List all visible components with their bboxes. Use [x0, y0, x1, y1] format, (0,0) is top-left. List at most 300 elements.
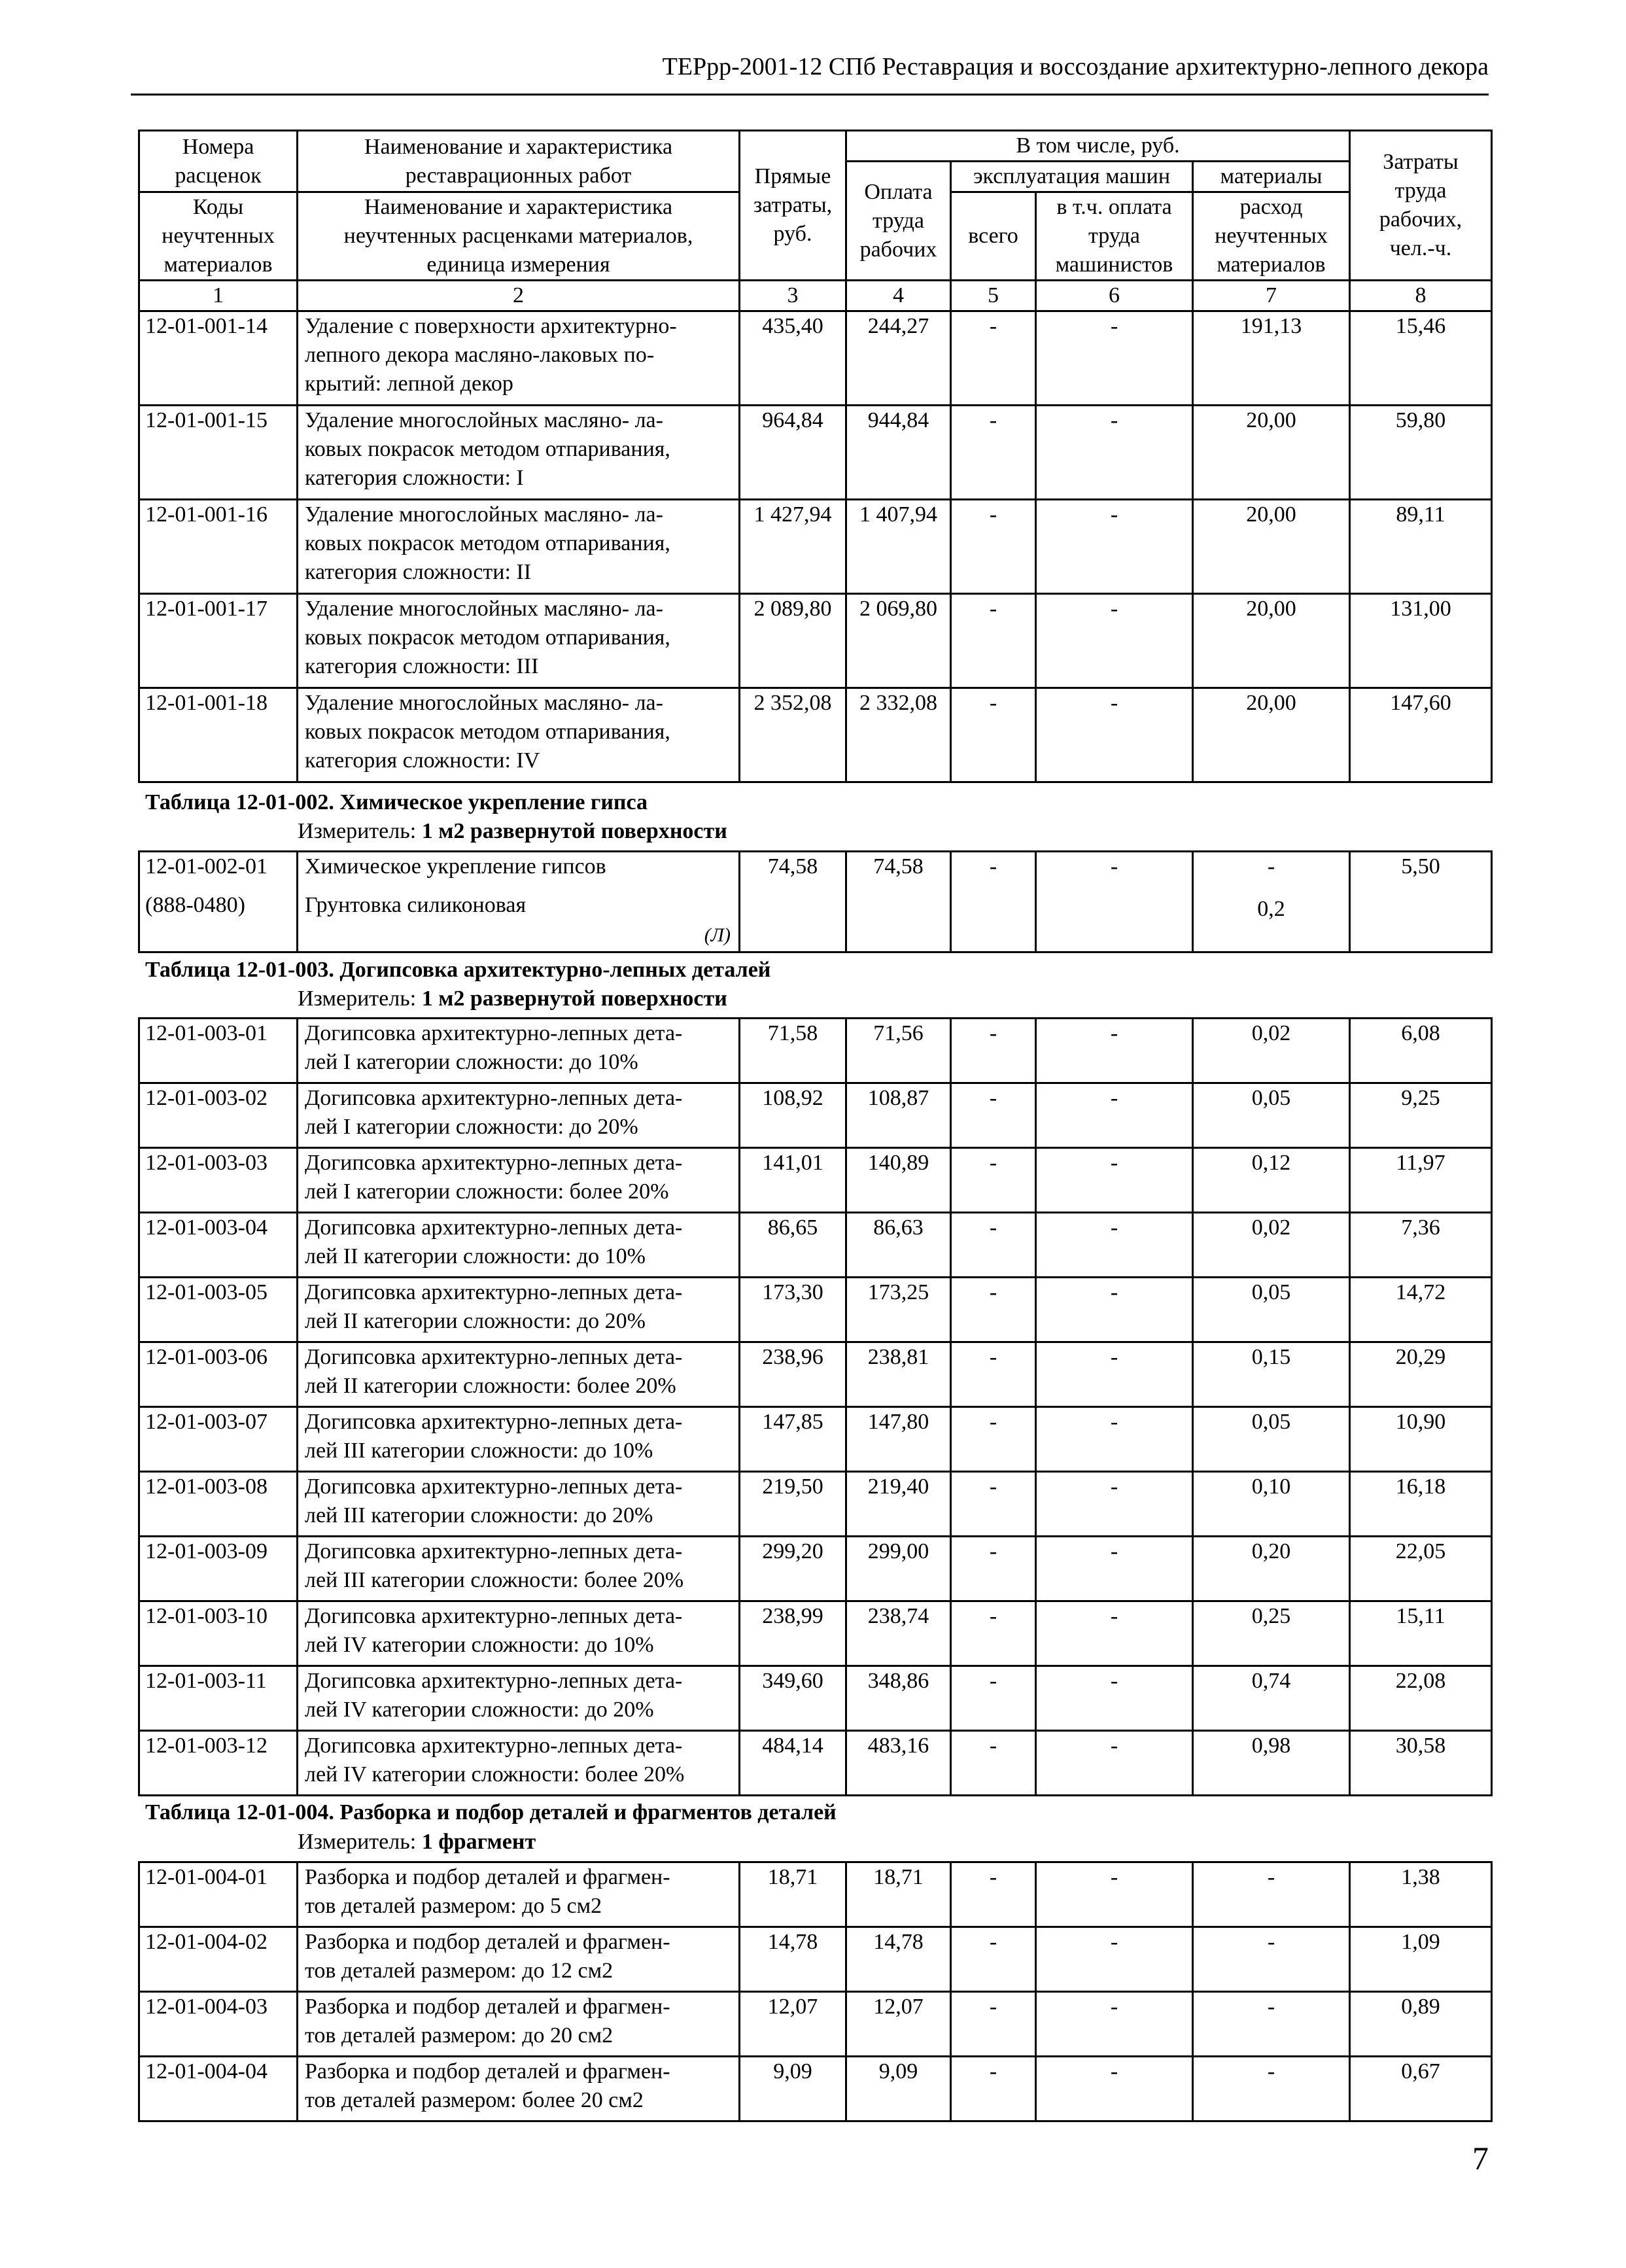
labor-hours: 1,38 — [1350, 1862, 1492, 1927]
labor-hours: 1,09 — [1350, 1927, 1492, 1992]
work-name-line: лей II категории сложности: до 10% — [305, 1244, 646, 1268]
work-name-line: Догипсовка архитектурно-лепных дета- — [305, 1539, 683, 1563]
hdr-line: Наименование и характеристика — [364, 134, 673, 159]
materials: - — [1193, 1992, 1350, 2057]
direct-cost: 238,96 — [740, 1342, 846, 1407]
work-name-line: лей I категории сложности: до 10% — [305, 1050, 638, 1074]
table-row — [139, 1992, 1492, 2057]
machines-total: - — [951, 1472, 1036, 1537]
measure-label: Измеритель: — [298, 986, 417, 1011]
machines-total: - — [951, 1342, 1036, 1407]
work-name-line: ковых покрасок методом отпаривания, — [305, 531, 670, 555]
machines-total: - — [951, 1213, 1036, 1278]
work-name — [298, 1407, 740, 1472]
materials: 0,05 — [1193, 1407, 1350, 1472]
rate-code: 12-01-003-04 — [139, 1213, 298, 1278]
hdr-line: Коды — [192, 195, 244, 219]
hdr-line: расход — [1239, 195, 1303, 219]
work-name-line: лей III категории сложности: до 10% — [305, 1439, 653, 1463]
table-row — [139, 1927, 1492, 1992]
work-name-line: лепного декора масляно-лаковых по- — [305, 343, 655, 367]
table-row — [139, 594, 1492, 688]
work-name-line: Удаление многослойных масляно- ла- — [305, 691, 663, 715]
labor-hours: 6,08 — [1350, 1019, 1492, 1083]
work-name-line: Разборка и подбор деталей и фрагмен- — [305, 1865, 670, 1889]
work-name-line: Догипсовка архитектурно-лепных дета- — [305, 1474, 683, 1499]
work-name-line: тов деталей размером: до 12 см2 — [305, 1959, 614, 1983]
work-name-line: категория сложности: I — [305, 466, 524, 490]
hdr-line: в т.ч. оплата — [1056, 195, 1172, 219]
work-name — [298, 1537, 740, 1601]
work-name-line: категория сложности: II — [305, 560, 532, 584]
direct-cost: 2 089,80 — [740, 594, 846, 688]
labor-hours: 147,60 — [1350, 688, 1492, 782]
direct-cost: 484,14 — [740, 1731, 846, 1796]
caption-title: Разборка и подбор деталей и фрагментов деталей — [339, 1800, 837, 1824]
col-header-machines-total: всего — [951, 192, 1036, 281]
machinist-wages: - — [1036, 1927, 1193, 1992]
table-row — [139, 1278, 1492, 1342]
direct-cost: 14,78 — [740, 1927, 846, 1992]
table-row — [139, 1731, 1492, 1796]
col-number: 6 — [1036, 281, 1193, 311]
machinist-wages: - — [1036, 1148, 1193, 1213]
work-name — [298, 1213, 740, 1278]
table-caption-004 — [145, 1800, 837, 1825]
materials: 0,20 — [1193, 1537, 1350, 1601]
table-row — [139, 500, 1492, 594]
wages: 238,81 — [846, 1342, 951, 1407]
rate-code: 12-01-003-05 — [139, 1278, 298, 1342]
rate-code: 12-01-003-07 — [139, 1407, 298, 1472]
hdr-line: материалов — [164, 253, 273, 277]
hdr-line: неучтенных расценками материалов, — [343, 224, 693, 248]
table-measure-002 — [298, 819, 727, 844]
table-row — [139, 1666, 1492, 1731]
empty-cell — [1036, 891, 1193, 952]
direct-cost: 173,30 — [740, 1278, 846, 1342]
machinist-wages: - — [1036, 2057, 1193, 2121]
table-row — [139, 1537, 1492, 1601]
table-row — [139, 1472, 1492, 1537]
work-name — [298, 1342, 740, 1407]
hdr-line: реставрационных работ — [405, 163, 632, 188]
material-unit: (Л) — [704, 924, 731, 946]
machinist-wages: - — [1036, 594, 1193, 688]
work-name-line: лей III категории сложности: до 20% — [305, 1503, 653, 1527]
labor-hours: 22,05 — [1350, 1537, 1492, 1601]
work-name — [298, 500, 740, 594]
machines-total: - — [951, 594, 1036, 688]
wages: 18,71 — [846, 1862, 951, 1927]
measure-label: Измеритель: — [298, 819, 417, 843]
wages: 244,27 — [846, 311, 951, 406]
rate-code: 12-01-004-02 — [139, 1927, 298, 1992]
machinist-wages: - — [1036, 1407, 1193, 1472]
empty-cell — [1350, 891, 1492, 952]
caption-label: Таблица 12-01-003. — [145, 958, 334, 982]
work-name — [298, 1992, 740, 2057]
work-name-line: Догипсовка архитектурно-лепных дета- — [305, 1734, 683, 1758]
wages: 219,40 — [846, 1472, 951, 1537]
work-name-line: категория сложности: III — [305, 654, 539, 678]
materials: 0,05 — [1193, 1083, 1350, 1148]
direct-cost: 74,58 — [740, 852, 846, 891]
material-qty: 0,2 — [1193, 891, 1350, 952]
rates-table-001 — [138, 130, 1493, 783]
table-row — [139, 852, 1492, 891]
work-name-line: Догипсовка архитектурно-лепных дета- — [305, 1021, 683, 1045]
rate-code: 12-01-003-02 — [139, 1083, 298, 1148]
hdr-line: затраты, — [753, 193, 833, 217]
machines-total: - — [951, 1666, 1036, 1731]
hdr-line: Прямые — [754, 164, 831, 188]
rate-code: 12-01-001-16 — [139, 500, 298, 594]
machines-total: - — [951, 1148, 1036, 1213]
rate-code: 12-01-002-01 — [139, 852, 298, 891]
col-header-material-codes — [139, 192, 298, 281]
material-row — [139, 891, 1492, 952]
table-row — [139, 1407, 1492, 1472]
labor-hours: 5,50 — [1350, 852, 1492, 891]
work-name — [298, 688, 740, 782]
wages: 483,16 — [846, 1731, 951, 1796]
table-measure-004 — [298, 1830, 536, 1855]
col-number: 5 — [951, 281, 1036, 311]
table-row — [139, 688, 1492, 782]
work-name-line: Удаление многослойных масляно- ла- — [305, 408, 663, 432]
labor-hours: 10,90 — [1350, 1407, 1492, 1472]
machinist-wages: - — [1036, 852, 1193, 891]
rate-code: 12-01-001-18 — [139, 688, 298, 782]
machinist-wages: - — [1036, 1083, 1193, 1148]
labor-hours: 0,67 — [1350, 2057, 1492, 2121]
machines-total: - — [951, 1537, 1036, 1601]
work-name-line: Удаление многослойных масляно- ла- — [305, 502, 663, 527]
machines-total: - — [951, 311, 1036, 406]
col-header-work-name — [298, 131, 740, 192]
machinist-wages: - — [1036, 1992, 1193, 2057]
wages: 173,25 — [846, 1278, 951, 1342]
machinist-wages: - — [1036, 1666, 1193, 1731]
direct-cost: 12,07 — [740, 1992, 846, 2057]
col-number: 8 — [1350, 281, 1492, 311]
materials: 0,74 — [1193, 1666, 1350, 1731]
wages: 9,09 — [846, 2057, 951, 2121]
col-header-material-name — [298, 192, 740, 281]
caption-label: Таблица 12-01-004. — [145, 1800, 334, 1824]
work-name-line: лей IV категории сложности: более 20% — [305, 1762, 685, 1787]
hdr-line: Оплата — [864, 179, 933, 204]
table-row — [139, 1213, 1492, 1278]
wages: 12,07 — [846, 1992, 951, 2057]
direct-cost: 2 352,08 — [740, 688, 846, 782]
work-name — [298, 1083, 740, 1148]
measure-value: 1 м2 развернутой поверхности — [421, 819, 727, 843]
machinist-wages: - — [1036, 1601, 1193, 1666]
rate-code: 12-01-001-15 — [139, 406, 298, 500]
material-name: Грунтовка силиконовая — [305, 892, 527, 917]
direct-cost: 147,85 — [740, 1407, 846, 1472]
materials: - — [1193, 1927, 1350, 1992]
machines-total: - — [951, 1278, 1036, 1342]
col-header-direct-costs — [740, 131, 846, 281]
machines-total: - — [951, 1862, 1036, 1927]
materials: - — [1193, 1862, 1350, 1927]
direct-cost: 86,65 — [740, 1213, 846, 1278]
hdr-line: рабочих — [859, 237, 937, 262]
direct-cost: 108,92 — [740, 1083, 846, 1148]
work-name — [298, 1472, 740, 1537]
work-name-line: Догипсовка архитектурно-лепных дета- — [305, 1669, 683, 1693]
machinist-wages: - — [1036, 1862, 1193, 1927]
work-name-line: Догипсовка архитектурно-лепных дета- — [305, 1345, 683, 1369]
machines-total: - — [951, 2057, 1036, 2121]
rate-code: 12-01-003-06 — [139, 1342, 298, 1407]
wages: 348,86 — [846, 1666, 951, 1731]
hdr-line: труда — [872, 208, 925, 233]
work-name — [298, 1148, 740, 1213]
measure-label: Измеритель: — [298, 1830, 417, 1854]
wages: 86,63 — [846, 1213, 951, 1278]
col-header-machinist-wages — [1036, 192, 1193, 281]
work-name — [298, 594, 740, 688]
wages: 108,87 — [846, 1083, 951, 1148]
machines-total: - — [951, 688, 1036, 782]
work-name-line: Разборка и подбор деталей и фрагмен- — [305, 2059, 670, 2084]
work-name — [298, 1601, 740, 1666]
table-row — [139, 2057, 1492, 2121]
machinist-wages: - — [1036, 1731, 1193, 1796]
labor-hours: 16,18 — [1350, 1472, 1492, 1537]
materials: 0,15 — [1193, 1342, 1350, 1407]
labor-hours: 15,11 — [1350, 1601, 1492, 1666]
labor-hours: 131,00 — [1350, 594, 1492, 688]
caption-title: Догипсовка архитектурно-лепных деталей — [339, 958, 771, 982]
machines-total: - — [951, 1992, 1036, 2057]
rates-table-002 — [138, 850, 1493, 953]
labor-hours: 0,89 — [1350, 1992, 1492, 2057]
work-name-line: крытий: лепной декор — [305, 372, 513, 396]
direct-cost: 435,40 — [740, 311, 846, 406]
material-name-cell — [298, 891, 740, 952]
work-name-line: Разборка и подбор деталей и фрагмен- — [305, 1930, 670, 1954]
labor-hours: 14,72 — [1350, 1278, 1492, 1342]
hdr-line: неучтенных — [162, 224, 275, 248]
table-row — [139, 1862, 1492, 1927]
col-header-wages — [846, 162, 951, 281]
work-name-line: лей I категории сложности: до 20% — [305, 1115, 638, 1139]
direct-cost: 349,60 — [740, 1666, 846, 1731]
materials: 191,13 — [1193, 311, 1350, 406]
empty-cell — [846, 891, 951, 952]
caption-label: Таблица 12-01-002. — [145, 790, 334, 814]
work-name-line: ковых покрасок методом отпаривания, — [305, 437, 670, 461]
work-name — [298, 1666, 740, 1731]
rate-code: 12-01-001-17 — [139, 594, 298, 688]
work-name-line: Догипсовка архитектурно-лепных дета- — [305, 1604, 683, 1628]
materials: 0,98 — [1193, 1731, 1350, 1796]
materials: 0,12 — [1193, 1148, 1350, 1213]
work-name: Химическое укрепление гипсов — [298, 852, 740, 891]
machines-total: - — [951, 1407, 1036, 1472]
wages: 1 407,94 — [846, 500, 951, 594]
table-row — [139, 1083, 1492, 1148]
hdr-line: материалов — [1217, 253, 1326, 277]
materials: 0,02 — [1193, 1019, 1350, 1083]
table-row — [139, 1019, 1492, 1083]
wages: 74,58 — [846, 852, 951, 891]
work-name-line: лей III категории сложности: более 20% — [305, 1568, 684, 1592]
col-header-rate-numbers — [139, 131, 298, 192]
materials: 0,02 — [1193, 1213, 1350, 1278]
wages: 147,80 — [846, 1407, 951, 1472]
col-header-material-usage — [1193, 192, 1350, 281]
direct-cost: 299,20 — [740, 1537, 846, 1601]
table-row — [139, 1148, 1492, 1213]
machinist-wages: - — [1036, 500, 1193, 594]
hdr-line: труда — [1394, 179, 1447, 203]
labor-hours: 20,29 — [1350, 1342, 1492, 1407]
wages: 71,56 — [846, 1019, 951, 1083]
rate-code: 12-01-003-09 — [139, 1537, 298, 1601]
work-name — [298, 1731, 740, 1796]
work-name — [298, 1278, 740, 1342]
machines-total: - — [951, 500, 1036, 594]
work-name-line: Догипсовка архитектурно-лепных дета- — [305, 1410, 683, 1434]
rate-code: 12-01-004-03 — [139, 1992, 298, 2057]
rate-code: 12-01-003-03 — [139, 1148, 298, 1213]
work-name — [298, 311, 740, 406]
materials: 20,00 — [1193, 688, 1350, 782]
work-name-line: лей I категории сложности: более 20% — [305, 1179, 669, 1204]
direct-cost: 964,84 — [740, 406, 846, 500]
machinist-wages: - — [1036, 406, 1193, 500]
materials: 20,00 — [1193, 594, 1350, 688]
work-name — [298, 406, 740, 500]
machinist-wages: - — [1036, 1537, 1193, 1601]
hdr-line: машинистов — [1055, 253, 1173, 277]
labor-hours: 30,58 — [1350, 1731, 1492, 1796]
table-row — [139, 1342, 1492, 1407]
table-caption-002 — [145, 790, 648, 815]
table-measure-003 — [298, 986, 727, 1011]
hdr-line: единица измерения — [426, 253, 610, 277]
hdr-line: Затраты — [1383, 150, 1459, 174]
table-row — [139, 311, 1492, 406]
rate-code: 12-01-004-01 — [139, 1862, 298, 1927]
materials: 20,00 — [1193, 500, 1350, 594]
col-number: 3 — [740, 281, 846, 311]
measure-value: 1 фрагмент — [421, 1830, 536, 1854]
running-header: ТЕРрр-2001-12 СПб Реставрация и воссоздание архитектурно-лепного декора — [662, 53, 1489, 80]
hdr-line: руб. — [773, 222, 812, 246]
work-name-line: Догипсовка архитектурно-лепных дета- — [305, 1151, 683, 1175]
col-header-labor — [1350, 131, 1492, 281]
work-name-line: лей II категории сложности: более 20% — [305, 1374, 676, 1398]
work-name-line: тов деталей размером: до 20 см2 — [305, 2023, 614, 2048]
work-name-line: Удаление многослойных масляно- ла- — [305, 597, 663, 621]
work-name — [298, 1019, 740, 1083]
labor-hours: 9,25 — [1350, 1083, 1492, 1148]
hdr-line: расценок — [175, 163, 262, 188]
labor-hours: 15,46 — [1350, 311, 1492, 406]
work-name-line: тов деталей размером: до 5 см2 — [305, 1894, 602, 1918]
machinist-wages: - — [1036, 1213, 1193, 1278]
work-name-line: ковых покрасок методом отпаривания, — [305, 720, 670, 744]
direct-cost: 219,50 — [740, 1472, 846, 1537]
work-name — [298, 1927, 740, 1992]
wages: 2 069,80 — [846, 594, 951, 688]
machines-total: - — [951, 852, 1036, 891]
materials: - — [1193, 852, 1350, 891]
empty-cell — [951, 891, 1036, 952]
materials: 20,00 — [1193, 406, 1350, 500]
rate-code: 12-01-001-14 — [139, 311, 298, 406]
work-name-line: тов деталей размером: более 20 см2 — [305, 2088, 644, 2112]
wages: 238,74 — [846, 1601, 951, 1666]
machines-total: - — [951, 1601, 1036, 1666]
materials: 0,25 — [1193, 1601, 1350, 1666]
work-name-line: лей IV категории сложности: до 10% — [305, 1633, 654, 1657]
table-caption-003 — [145, 958, 770, 983]
work-name — [298, 2057, 740, 2121]
labor-hours: 59,80 — [1350, 406, 1492, 500]
machines-total: - — [951, 406, 1036, 500]
rates-table-004 — [138, 1861, 1493, 2122]
work-name-line: Догипсовка архитектурно-лепных дета- — [305, 1086, 683, 1110]
labor-hours: 7,36 — [1350, 1213, 1492, 1278]
work-name-line: лей II категории сложности: до 20% — [305, 1309, 646, 1333]
direct-cost: 9,09 — [740, 2057, 846, 2121]
measure-value: 1 м2 развернутой поверхности — [421, 986, 727, 1011]
empty-cell — [740, 891, 846, 952]
work-name — [298, 1862, 740, 1927]
col-number: 1 — [139, 281, 298, 311]
materials: 0,10 — [1193, 1472, 1350, 1537]
machinist-wages: - — [1036, 1342, 1193, 1407]
direct-cost: 18,71 — [740, 1862, 846, 1927]
machinist-wages: - — [1036, 311, 1193, 406]
labor-hours: 22,08 — [1350, 1666, 1492, 1731]
rate-code: 12-01-004-04 — [139, 2057, 298, 2121]
hdr-line: неучтенных — [1215, 224, 1328, 248]
work-name-line: ковых покрасок методом отпаривания, — [305, 625, 670, 650]
hdr-line: чел.-ч. — [1389, 236, 1452, 260]
material-code: (888-0480) — [139, 891, 298, 952]
machinist-wages: - — [1036, 1472, 1193, 1537]
col-number: 2 — [298, 281, 740, 311]
machines-total: - — [951, 1019, 1036, 1083]
hdr-line: Наименование и характеристика — [364, 195, 673, 219]
materials: 0,05 — [1193, 1278, 1350, 1342]
rates-table-003 — [138, 1017, 1493, 1796]
rate-code: 12-01-003-01 — [139, 1019, 298, 1083]
wages: 944,84 — [846, 406, 951, 500]
work-name-line: Догипсовка архитектурно-лепных дета- — [305, 1215, 683, 1240]
wages: 140,89 — [846, 1148, 951, 1213]
direct-cost: 238,99 — [740, 1601, 846, 1666]
col-header-materials: материалы — [1193, 162, 1350, 192]
direct-cost: 141,01 — [740, 1148, 846, 1213]
wages: 2 332,08 — [846, 688, 951, 782]
page-number: 7 — [1472, 2140, 1489, 2176]
work-name-line: Разборка и подбор деталей и фрагмен- — [305, 1995, 670, 2019]
machines-total: - — [951, 1083, 1036, 1148]
direct-cost: 71,58 — [740, 1019, 846, 1083]
wages: 299,00 — [846, 1537, 951, 1601]
hdr-line: Номера — [182, 134, 254, 159]
